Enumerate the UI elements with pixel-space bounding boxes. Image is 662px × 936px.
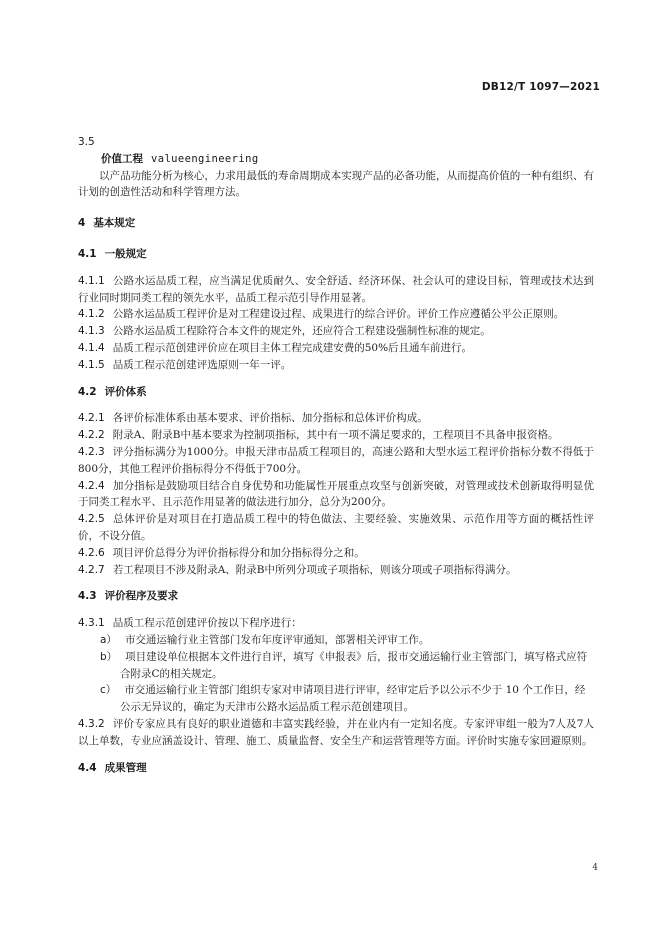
term-english: valueengineering bbox=[151, 152, 259, 165]
section-heading-4-2: 4.2 评价体系 bbox=[78, 385, 147, 398]
section-heading-4-4: 4.4 成果管理 bbox=[78, 761, 147, 774]
clause: 4.3.2 评价专家应具有良好的职业道德和丰富实践经验，并在业内有一定知名度。专家评审组一般为7人及7人以上单数，专业应涵盖设计、管理、施工、质量监督、安全生产和运营管理等方面。评价时实施专家回避原则。 bbox=[78, 717, 594, 747]
page-content bbox=[78, 134, 594, 776]
clause: 4.1.3 公路水运品质工程除符合本文件的规定外，还应符合工程建设强制性标准的规定。 bbox=[78, 325, 491, 338]
clause: 4.2.2 附录A、附录B中基本要求为控制项指标，其中有一项不满足要求的，工程项目不具备申报资格。 bbox=[78, 429, 559, 442]
section-heading-4: 4 基本规定 bbox=[78, 217, 136, 230]
clause: 4.2.4 加分指标是鼓励项目结合自身优势和功能属性开展重点攻坚与创新突破，对管理或技术创新取得明显优于同类工程水平、且示范作用显著的做法进行加分，总分为200分。 bbox=[78, 479, 594, 509]
clause: 4.2.7 若工程项目不涉及附录A、附录B中所列分项或子项指标，则该分项或子项指标得满分。 bbox=[78, 563, 517, 576]
clause: 4.2.5 总体评价是对项目在打造品质工程中的特色做法、主要经验、实施效果、示范作用等方面的概括性评价，不设分值。 bbox=[78, 513, 594, 542]
clause: 4.1.4 品质工程示范创建评价应在项目主体工程完成建安费的50%后且通车前进行。 bbox=[78, 341, 473, 354]
page-number: 4 bbox=[592, 863, 598, 873]
section-heading-4-3: 4.3 评价程序及要求 bbox=[78, 590, 179, 603]
clause-number: 3.5 bbox=[78, 136, 95, 148]
document-code: DB12/T 1097—2021 bbox=[481, 81, 600, 93]
clause: 4.1.5 品质工程示范创建评选原则一年一评。 bbox=[78, 358, 292, 371]
section-heading-4-1: 4.1 一般规定 bbox=[78, 247, 147, 260]
clause: 4.2.1 各评价标准体系由基本要求、评价指标、加分指标和总体评价构成。 bbox=[78, 412, 428, 425]
list-item: a） 市交通运输行业主管部门发布年度评审通知，部署相关评审工作。 bbox=[100, 633, 430, 646]
clause: 4.3.1 品质工程示范创建评价按以下程序进行： bbox=[78, 617, 302, 630]
term-chinese: 价值工程 bbox=[101, 152, 143, 165]
term-row bbox=[78, 151, 594, 168]
clause: 4.2.3 评分指标满分为1000分。申报天津市品质工程项目的，高速公路和大型水运工程评价指标分数不得低于800分，其他工程评价指标得分不得低于700分。 bbox=[78, 445, 594, 475]
clause: 4.1.1 公路水运品质工程，应当满足优质耐久、安全舒适、经济环保、社会认可的建设目标，管理或技术达到行业同时期同类工程的领先水平，品质工程示范引导作用显著。 bbox=[78, 274, 594, 304]
clause: 4.1.2 公路水运品质工程评价是对工程建设过程、成果进行的综合评价。评价工作应遵循公平公正原则。 bbox=[78, 308, 565, 321]
clause: 4.2.6 项目评价总得分为评价指标得分和加分指标得分之和。 bbox=[78, 546, 365, 559]
list-item: c） 市交通运输行业主管部门组织专家对申请项目进行评审，经审定后予以公示不少于 10 个工作日，经公示无异议的，确定为天津市公路水运品质工程示范创建项目。 bbox=[100, 684, 586, 714]
term-definition: 以产品功能分析为核心，力求用最低的寿命周期成本实现产品的必备功能，从而提高价值的一种有组织、有计划的创造性活动和科学管理方法。 bbox=[78, 169, 594, 199]
list-item: b） 项目建设单位根据本文件进行自评，填写《申报表》后，报市交通运输行业主管部门，填写格式应符合附录C的相关规定。 bbox=[100, 650, 588, 680]
